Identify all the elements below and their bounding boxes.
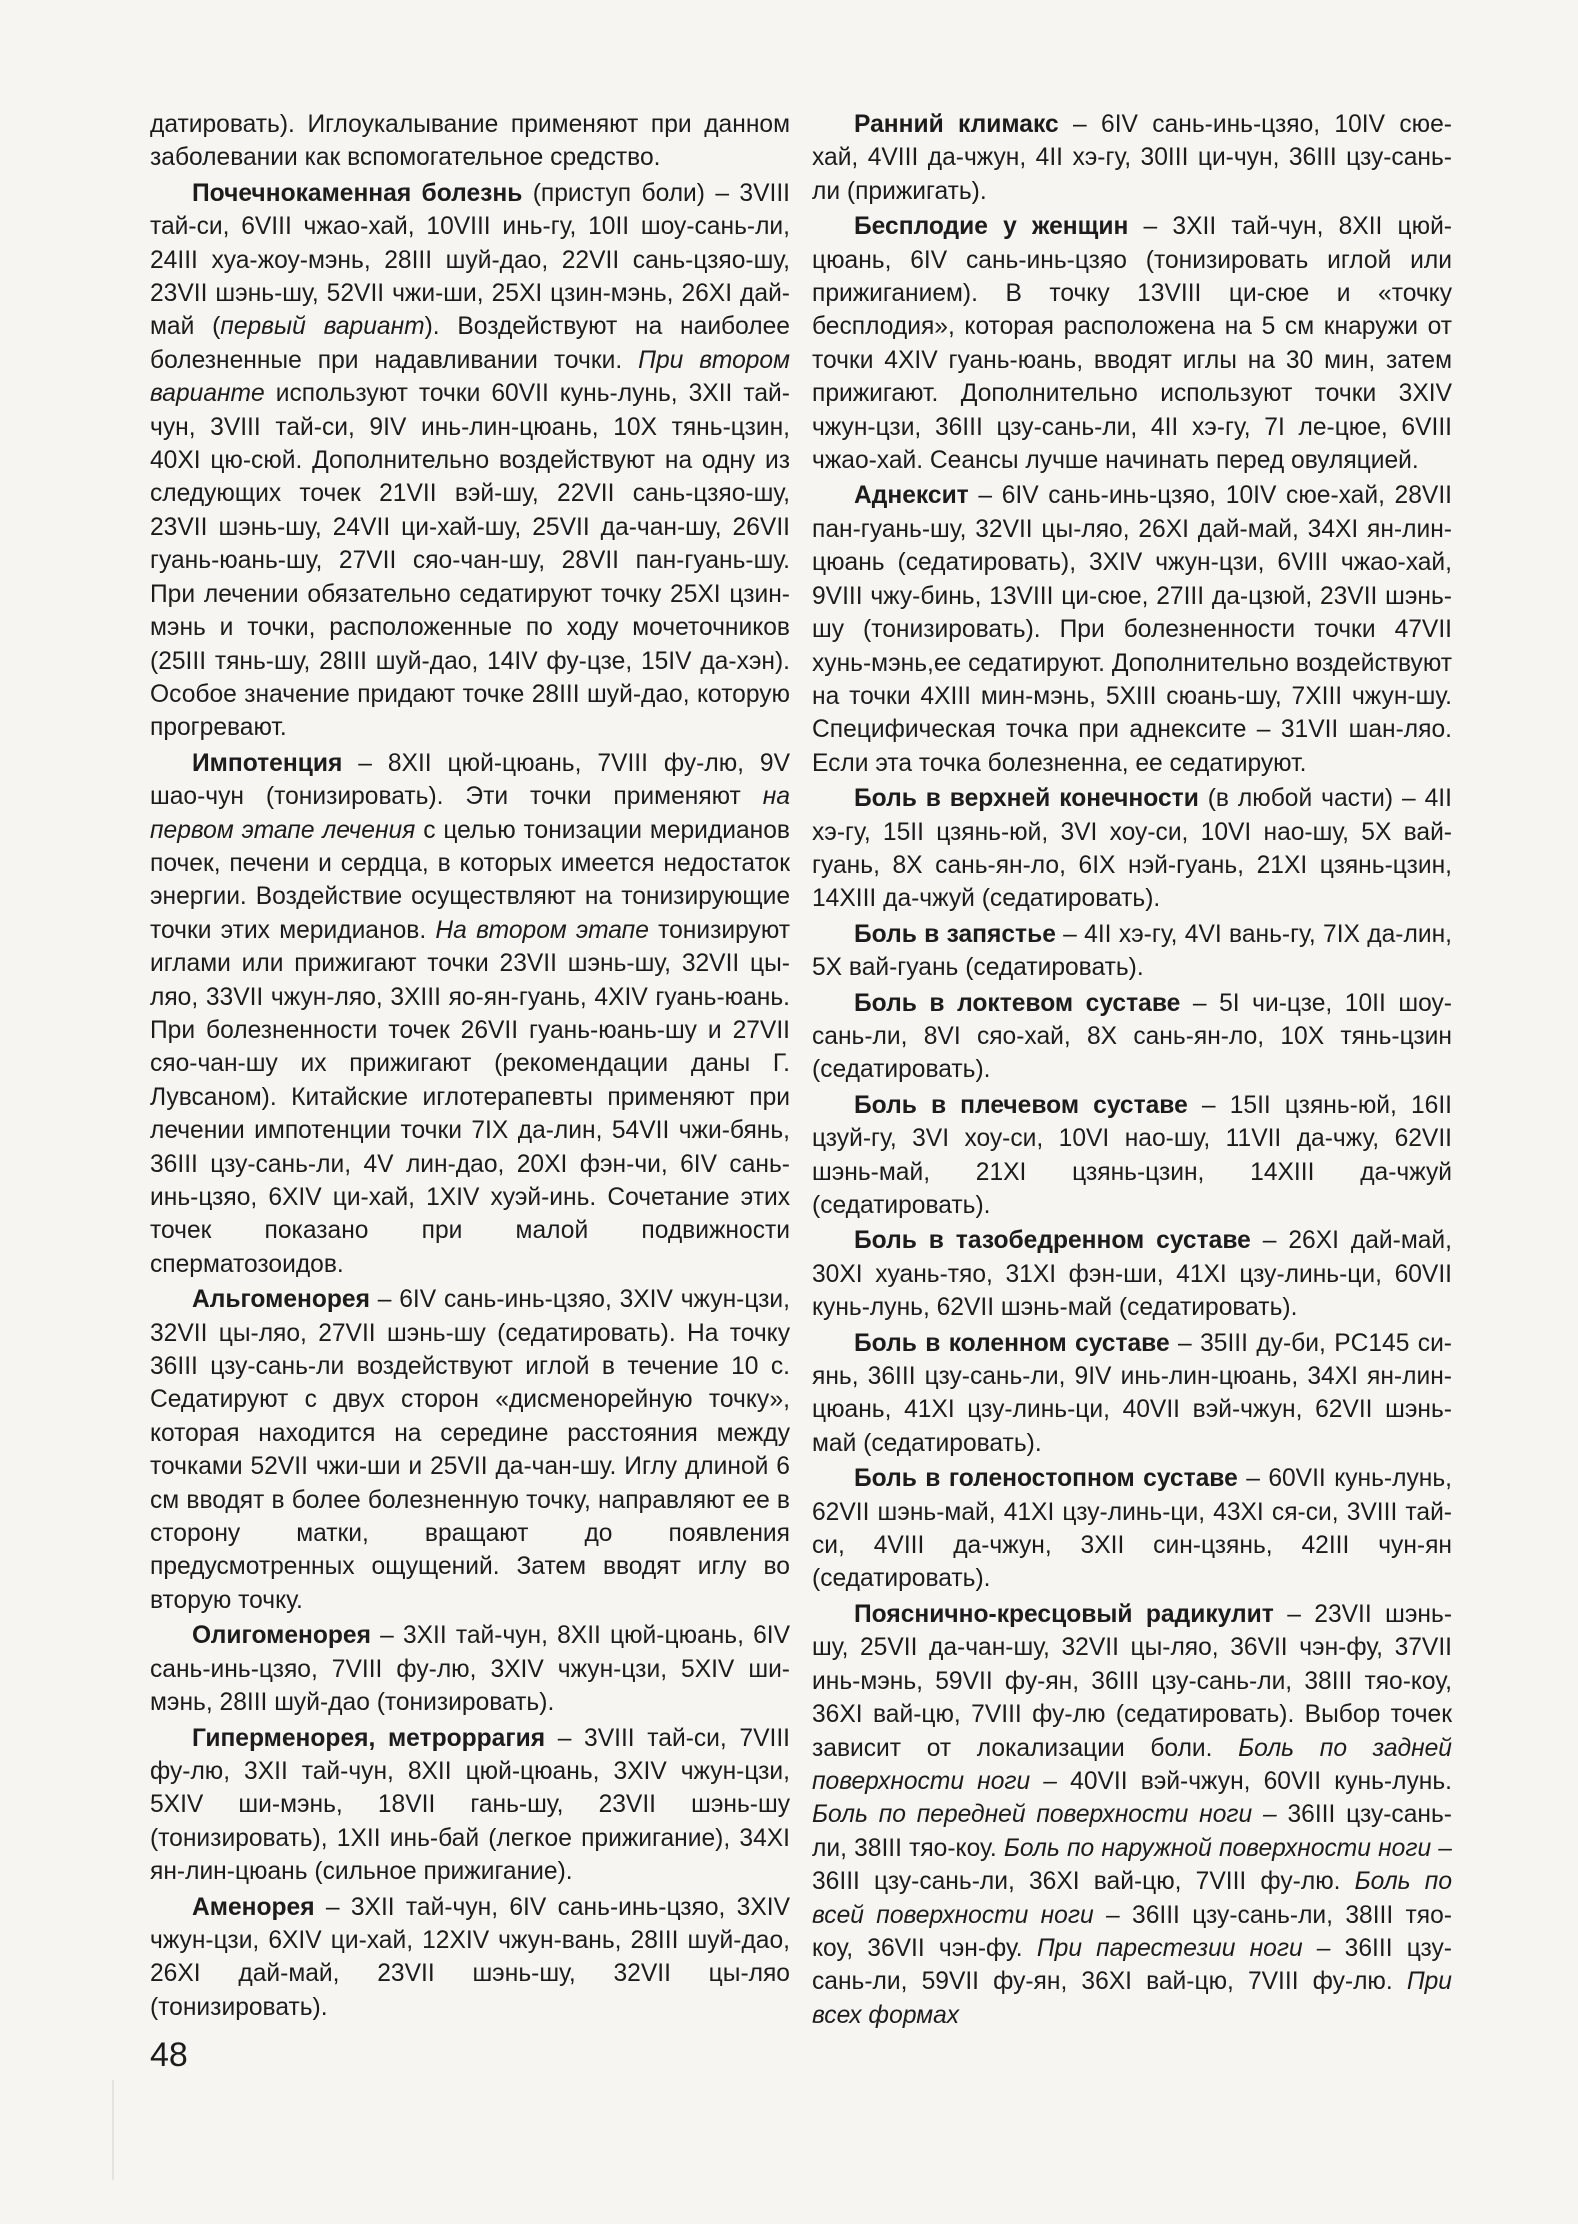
paragraph-algomenorrhea: Альгоменорея – 6IV сань-инь-цзяо, 3XIV чжун-цзи, 32VII цы-ляо, 27VII шэнь-шу (седатировать). На точку 36III цзу-сань-ли воздействуют иглой в течение 10 с. Седатируют с двух сторон «дисменорейную точку», которая находится на середине расстояния между точками 52VII чжи-ши и 25VII да-чан-шу. Иглу длиной 6 см вводят в более болезненную точку, направляют ее в сторону матки, вращают до появления предусмотренных ощущений. Затем вводят иглу во вторую точку. [150, 1286, 790, 1614]
paragraph-adnexitis: Аднексит – 6IV сань-инь-цзяо, 10IV сюе-хай, 28VII пан-гуань-шу, 32VII цы-ляо, 26XI дай-май, 34XI ян-лин-цюань (седатировать), 3XIV чжун-цзи, 6VIII чжао-хай, 9VIII чжу-бинь, 13VIII ци-сюе, 27III да-цзюй, 23VII шэнь-шу (тонизировать). При болезненности точки 47VII хунь-мэнь,ее седатируют. Дополнительно воздействуют на точки 4XIII мин-мэнь, 5XIII сюань-шу, 7XIII чжун-шу. Специфическая точка при аднексите – 31VII шан-ляо. Если эта точка болезненна, ее седатируют. [812, 482, 1452, 777]
heading-algomenorrhea: Альгоменорея [192, 1286, 370, 1314]
paragraph-hip-pain: Боль в тазобедренном суставе – 26XI дай-май, 30XI хуань-тяо, 31XI фэн-ши, 41XI цзу-линь-ци, 60VII кунь-лунь, 62VII шэнь-май (седатировать). [812, 1227, 1452, 1322]
paragraph-knee-pain: Боль в коленном суставе – 35III ду-би, PC145 си-янь, 36III цзу-сань-ли, 9IV инь-лин-цюань, 34XI ян-лин-цюань, 41XI цзу-линь-ци, 40VII вэй-чжун, 62VII шэнь-май (седатировать). [812, 1329, 1452, 1457]
heading-early-menopause: Ранний климакс [854, 111, 1059, 138]
heading-adnexitis: Аднексит [854, 482, 969, 510]
heading-hip-pain: Боль в тазобедренном суставе [854, 1227, 1251, 1255]
heading-shoulder-pain: Боль в плечевом суставе [854, 1091, 1188, 1119]
heading-amenorrhea: Аменорея [192, 1893, 315, 1921]
heading-impotence: Импотенция [192, 749, 343, 777]
heading-radiculitis: Пояснично-кресцовый радикулит [854, 1600, 1274, 1628]
heading-ankle-pain: Боль в голеностопном суставе [854, 1465, 1238, 1493]
heading-kidney-stone: Почечнокаменная болезнь [192, 179, 523, 207]
paragraph-intro: датировать). Иглоукалывание применяют при данном заболевании как вспомогательное средство. [150, 111, 790, 172]
paragraph-amenorrhea: Аменорея – 3XII тай-чун, 6IV сань-инь-цзяо, 3XIV чжун-цзи, 6XIV ци-хай, 12XIV чжун-вань, 28III шуй-дао, 26XI дай-май, 23VII шэнь-шу, 32VII цы-ляо (тонизировать). [150, 1893, 790, 2021]
paragraph-early-menopause: Ранний климакс – 6IV сань-инь-цзяо, 10IV сюе-хай, 4VIII да-чжун, 4II хэ-гу, 30III ци-чун, 36III цзу-сань-ли (прижигать). [812, 111, 1452, 205]
paragraph-hypermenorrhea: Гиперменорея, метроррагия – 3VIII тай-си, 7VIII фу-лю, 3XII тай-чун, 8XII цюй-цюань, 3XIV чжун-цзи, 5XIV ши-мэнь, 18VII гань-шу, 23VII шэнь-шу (тонизировать), 1XII инь-бай (легкое прижигание), 34XI ян-лин-цюань (сильное прижигание). [150, 1724, 790, 1886]
heading-hypermenorrhea: Гиперменорея, метроррагия [192, 1724, 546, 1752]
paragraph-ankle-pain: Боль в голеностопном суставе – 60VII кунь-лунь, 62VII шэнь-май, 41XI цзу-линь-ци, 43XI ся-си, 3VIII тай-си, 4VIII да-чжун, 3XII син-цзянь, 42III чун-ян (седатировать). [812, 1465, 1452, 1593]
heading-knee-pain: Боль в коленном суставе [854, 1329, 1170, 1357]
heading-elbow-pain: Боль в локтевом суставе [854, 989, 1181, 1017]
paragraph-kidney-stone: Почечнокаменная болезнь (приступ боли) – 3VIII тай-си, 6VIII чжао-хай, 10VIII инь-гу, 10II шоу-сань-ли, 24III хуа-жоу-мэнь, 28III шуй-дао, 22VII сань-цзяо-шу, 23VII шэнь-шу, 52VII чжи-ши, 25XI цзин-мэнь, 26XI дай-май (первый вариант). Воздействуют на наиболее болезненные при надавливании точки. При втором варианте используют точки 60VII кунь-лунь, 3XII тай-чун, 3VIII тай-си, 9IV инь-лин-цюань, 10X тянь-цзин, 40XI цю-сюй. Дополнительно воздействуют на одну из следующих точек 21VII вэй-шу, 22VII сань-цзяо-шу, 23VII шэнь-шу, 24VII ци-хай-шу, 25VII да-чан-шу, 26VII гуань-юань-шу, 27VII сяо-чан-шу, 28VII пан-гуань-шу. При лечении обязательно седатируют точку 25XI цзин-мэнь и точки, расположенные по ходу мочеточников (25III тянь-шу, 28III шуй-дао, 14IV фу-цзе, 15IV да-хэн). Особое значение придают точке 28III шуй-дао, которую прогревают. [150, 179, 790, 742]
page-number: 48 [150, 2036, 188, 2074]
paragraph-elbow-pain: Боль в локтевом суставе – 5I чи-цзе, 10II шоу-сань-ли, 8VI сяо-хай, 8X сань-ян-ло, 10X тянь-цзин (седатировать). [812, 989, 1452, 1084]
paragraph-shoulder-pain: Боль в плечевом суставе – 15II цзянь-юй, 16II цзуй-гу, 3VI хоу-си, 10VI нао-шу, 11VII да-чжу, 62VII шэнь-май, 21XI цзянь-цзин, 14XIII да-чжуй (седатировать). [812, 1091, 1452, 1219]
paragraph-impotence: Импотенция – 8XII цюй-цюань, 7VIII фу-лю, 9V шао-чун (тонизировать). Эти точки применяют на первом этапе лечения с целью тонизации меридианов почек, печени и сердца, в которых имеется недостаток энергии. Воздействие осуществляют на тонизирующие точки этих меридианов. На втором этапе тонизируют иглами или прижигают точки 23VII шэнь-шу, 32VII цы-ляо, 33VII чжун-ляо, 3XIII яо-ян-гуань, 4XIV гуань-юань. При болезненности точек 26VII гуань-юань-шу и 27VII сяо-чан-шу их прижигают (рекомендации даны Г. Лувсаном). Китайские иглотерапевты применяют при лечении импотенции точки 7IX да-лин, 54VII чжи-бянь, 36III цзу-сань-ли, 4V лин-дао, 20XI фэн-чи, 6IV сань-инь-цзяо, 6XIV ци-хай, 1XIV хуэй-инь. Сочетание этих точек показано при малой подвижности сперматозоидов. [150, 749, 790, 1278]
paragraph-upper-limb-pain: Боль в верхней конечности (в любой части) – 4II хэ-гу, 15II цзянь-юй, 3VI хоу-си, 10VI нао-шу, 5X вай-гуань, 8X сань-ян-ло, 6IX нэй-гуань, 21XI цзянь-цзин, 14XIII да-чжуй (седатировать). [812, 785, 1452, 913]
heading-upper-limb-pain: Боль в верхней конечности [854, 785, 1199, 813]
left-column [150, 108, 790, 2026]
right-column [812, 108, 1452, 2034]
heading-wrist-pain: Боль в запястье [854, 920, 1056, 948]
heading-oligomenorrhea: Олигоменорея [192, 1622, 371, 1650]
paragraph-wrist-pain: Боль в запястье – 4II хэ-гу, 4VI вань-гу, 7IX да-лин, 5X вай-гуань (седатировать). [812, 920, 1452, 982]
paragraph-female-infertility: Бесплодие у женщин – 3XII тай-чун, 8XII цюй-цюань, 6IV сань-инь-цзяо (тонизировать иглой или прижиганием). В точку 13VIII ци-сюе и «точку бесплодия», которая расположена на 5 см кнаружи от точки 4XIV гуань-юань, вводят иглы на 30 мин, затем прижигают. Дополнительно используют точки 3XIV чжун-цзи, 36III цзу-сань-ли, 4II хэ-гу, 7I ле-цюе, 6VIII чжао-хай. Сеансы лучше начинать перед овуляцией. [812, 213, 1452, 475]
heading-female-infertility: Бесплодие у женщин [854, 213, 1129, 241]
paragraph-oligomenorrhea: Олигоменорея – 3XII тай-чун, 8XII цюй-цюань, 6IV сань-инь-цзяо, 7VIII фу-лю, 3XIV чжун-цзи, 5XIV ши-мэнь, 28III шуй-дао (тонизировать). [150, 1622, 790, 1717]
paragraph-radiculitis: Пояснично-кресцовый радикулит – 23VII шэнь-шу, 25VII да-чан-шу, 32VII цы-ляо, 36VII чэн-фу, 37VII инь-мэнь, 59VII фу-ян, 36III цзу-сань-ли, 38III тяо-коу, 36XI вай-цю, 7VIII фу-лю (седатировать). Выбор точек зависит от локализации боли. Боль по задней поверхности ноги – 40VII вэй-чжун, 60VII кунь-лунь. Боль по передней поверхности ноги – 36III цзу-сань-ли, 38III тяо-коу. Боль по наружной поверхности ноги – 36III цзу-сань-ли, 36XI вай-цю, 7VIII фу-лю. Боль по всей поверхности ноги – 36III цзу-сань-ли, 38III тяо-коу, 36VII чэн-фу. При парестезии ноги – 36III цзу-сань-ли, 59VII фу-ян, 36XI вай-цю, 7VIII фу-лю. При всех формах [812, 1600, 1453, 2029]
scan-margin-line [112, 2080, 114, 2180]
